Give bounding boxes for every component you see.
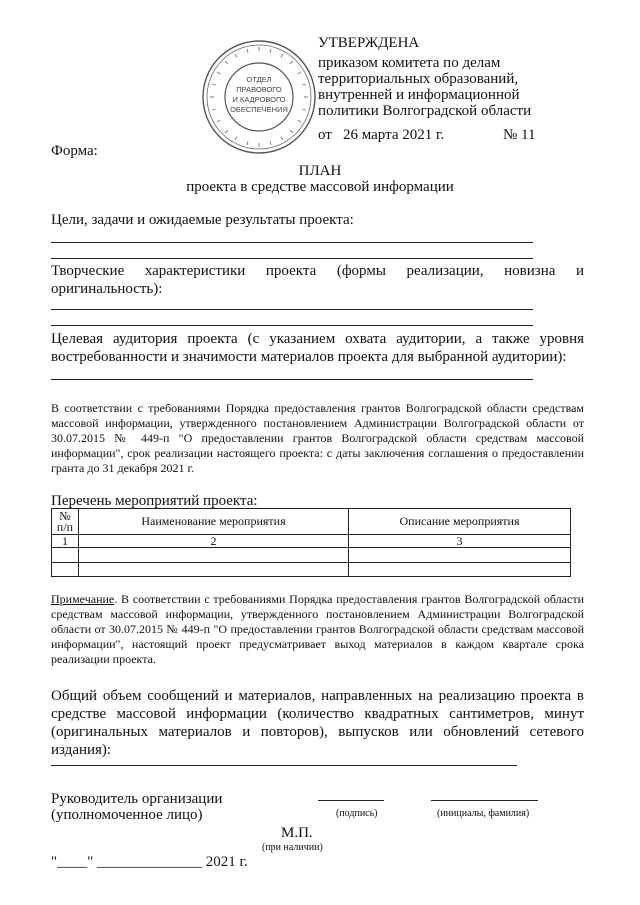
stamp-place-note: (при наличии) — [262, 842, 323, 853]
plan-subtitle: проекта в средстве массовой информации — [186, 179, 454, 195]
stamp-line-3: И КАДРОВОГО — [232, 95, 286, 104]
stamp-line-4: ОБЕСПЕЧЕНИЯ — [230, 105, 288, 114]
creative-label-line-1: Творческие характеристики проекта (формы реализации, новизна и — [51, 263, 584, 279]
audience-line — [51, 379, 533, 380]
approval-line-1: приказом комитета по делам — [318, 55, 501, 71]
events-col-number-2: 2 — [79, 535, 349, 548]
form-label: Форма: — [51, 143, 98, 159]
events-header-description: Описание мероприятия — [349, 509, 571, 535]
name-line — [431, 800, 538, 801]
head-title-line-2: (уполномоченное лицо) — [51, 807, 203, 823]
events-col-number-3: 3 — [349, 535, 571, 548]
approval-line-4: политики Волгоградской области — [318, 103, 532, 119]
signature-line — [318, 800, 384, 801]
stamp-line-2: ПРАВОВОГО — [236, 85, 282, 94]
signature-caption: (подпись) — [336, 808, 378, 819]
goals-label: Цели, задачи и ожидаемые результаты проекта: — [51, 212, 354, 228]
creative-line-1 — [51, 309, 533, 310]
events-header-number: № п/п — [52, 509, 79, 535]
volume-paragraph: Общий объем сообщений и материалов, направленных на реализацию проекта в средстве массовой информации (количество квадратных сантиметров, минут (оригинальных материалов и повторов), выпусков или обновлений сетевого издания): — [51, 688, 584, 758]
creative-line-2 — [51, 325, 533, 326]
events-title: Перечень мероприятий проекта: — [51, 493, 258, 509]
head-title-line-1: Руководитель организации — [51, 791, 223, 807]
note-paragraph — [51, 592, 584, 667]
approval-date: 26 марта 2021 г. — [343, 127, 445, 143]
note-text: . В соответствии с требованиями Порядка предоставления грантов Волгоградской области средствам массовой информации, утвержденного постановлением Администрации Волгоградской области от 30.07.2015 № 449-п "О предоставлении грантов Волгоградской области средствам массовой информации", настоящий проект предусматривает выход материалов в каждом квартале срока реализации проекта. — [51, 592, 584, 666]
goals-line-2 — [51, 258, 533, 259]
approval-line-2: территориальных образований, — [318, 71, 519, 87]
approval-date-prefix: от — [318, 127, 332, 143]
goals-line-1 — [51, 242, 533, 243]
events-table — [51, 508, 571, 577]
creative-label-line-2: оригинальность): — [51, 281, 163, 297]
volume-line — [51, 765, 517, 766]
compliance-paragraph: В соответствии с требованиями Порядка предоставления грантов Волгоградской области средствам массовой информации, утвержденного постановлением Администрации Волгоградской области от 30.07.2015 № 449-п "О предоставлении грантов Волгоградской области средствам массовой информации", срок реализации настоящего проекта: с даты заключения соглашения о предоставлении гранта до 31 декабря 2021 г. — [51, 401, 584, 475]
table-row — [52, 563, 571, 577]
audience-label-line-2: востребованности и значимости материалов проекта для выбранной аудитории): — [51, 349, 567, 365]
signature-date-line: "____" ______________ 2021 г. — [51, 854, 248, 870]
stamp-place-label: М.П. — [281, 825, 313, 841]
note-label: Примечание — [51, 592, 115, 606]
table-row — [52, 548, 571, 563]
table-row — [52, 535, 571, 548]
stamp-line-1: ОТДЕЛ — [246, 75, 272, 84]
official-stamp — [200, 38, 318, 156]
approval-number: № 11 — [503, 127, 536, 143]
events-header-name: Наименование мероприятия — [79, 509, 349, 535]
approval-title: УТВЕРЖДЕНА — [318, 35, 420, 51]
name-caption: (инициалы, фамилия) — [437, 808, 530, 819]
audience-label-line-1: Целевая аудитория проекта (с указанием охвата аудитории, а также уровня — [51, 331, 584, 347]
approval-line-3: внутренней и информационной — [318, 87, 520, 103]
plan-title: ПЛАН — [298, 163, 342, 179]
events-col-number-1: 1 — [52, 535, 79, 548]
